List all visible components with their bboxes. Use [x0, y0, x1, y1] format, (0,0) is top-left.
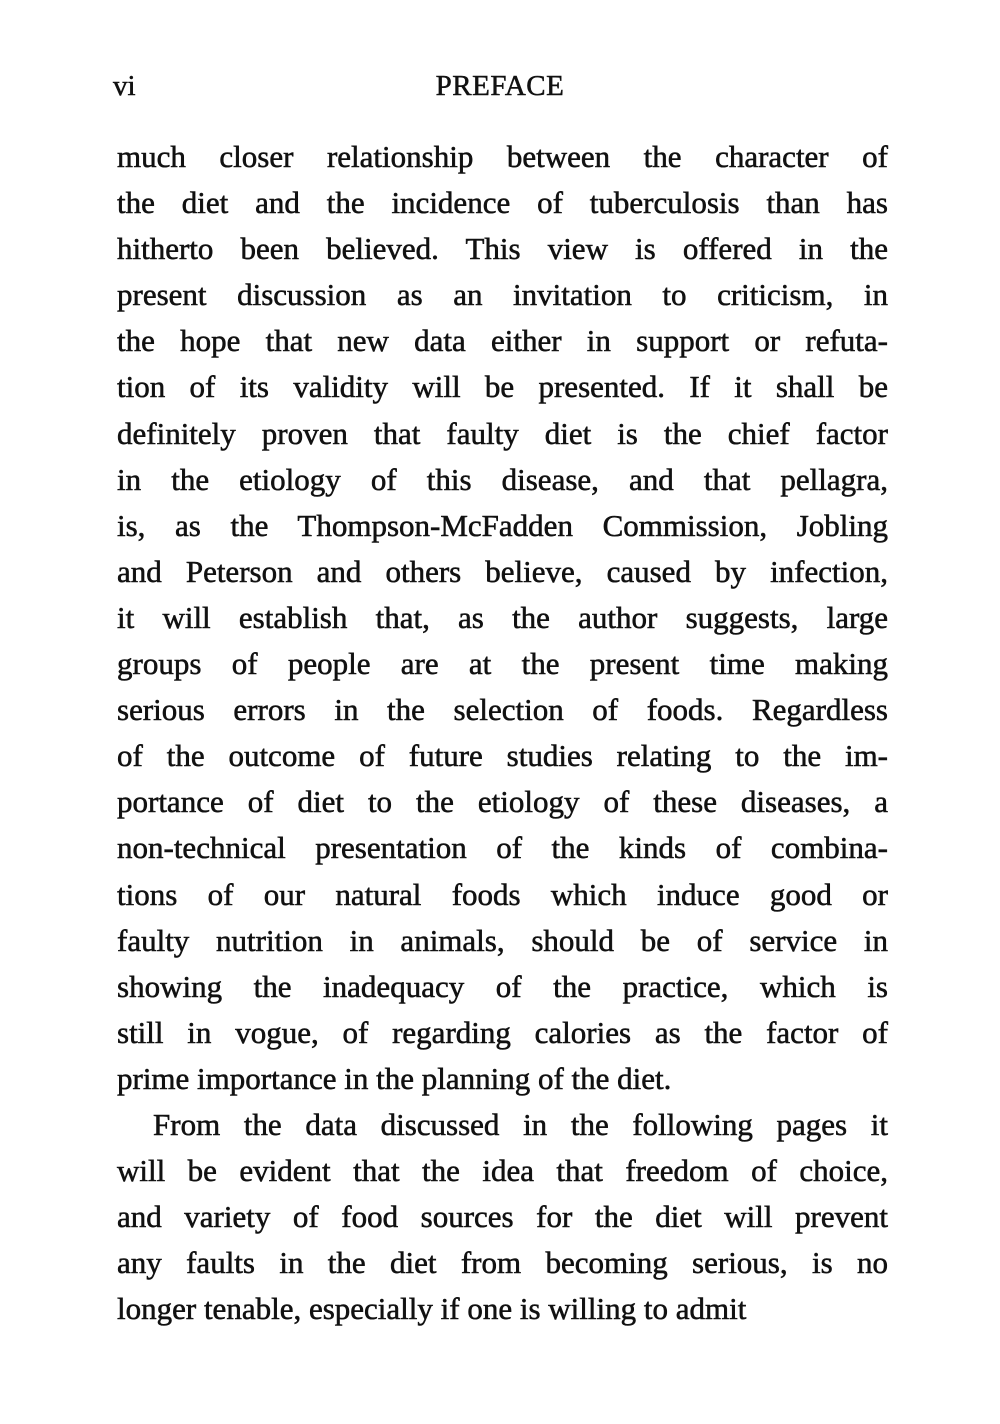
text-line: tion of its validity will be presented. If it shall be	[117, 369, 888, 405]
text-line: and variety of food sources for the diet will prevent	[117, 1199, 888, 1235]
text-line: serious errors in the selection of foods. Regardless	[117, 692, 888, 728]
text-line: groups of people are at the present time making	[117, 646, 888, 682]
text-line: non-technical presentation of the kinds of combina-	[117, 830, 888, 866]
text-line: present discussion as an invitation to criticism, in	[117, 277, 888, 313]
text-line: definitely proven that faulty diet is the chief factor	[117, 415, 888, 451]
text-line: in the etiology of this disease, and that pellagra,	[117, 461, 888, 497]
text-line: tions of our natural foods which induce good or	[117, 876, 888, 912]
text-line: still in vogue, of regarding calories as the factor of	[117, 1014, 888, 1050]
text-line: the diet and the incidence of tuberculosis than has	[117, 185, 888, 221]
text-line: From the data discussed in the following pages it	[153, 1106, 888, 1142]
text-line: showing the inadequacy of the practice, which is	[117, 968, 888, 1004]
text-line: and Peterson and others believe, caused by infection,	[117, 553, 888, 589]
body-text	[117, 134, 888, 1332]
text-line: it will establish that, as the author suggests, large	[117, 599, 888, 635]
text-line: the hope that new data either in support or refuta-	[117, 323, 888, 359]
text-line: longer tenable, especially if one is willing to admit	[117, 1291, 747, 1327]
text-line: prime importance in the planning of the diet.	[117, 1060, 672, 1096]
page-number: vi	[113, 70, 136, 102]
text-line: any faults in the diet from becoming serious, is no	[117, 1245, 888, 1281]
text-line: is, as the Thompson-McFadden Commission, Jobling	[117, 507, 888, 543]
text-line: of the outcome of future studies relating to the im-	[117, 738, 888, 774]
text-line: hitherto been believed. This view is offered in the	[117, 231, 888, 267]
text-line: will be evident that the idea that freedom of choice,	[117, 1153, 888, 1189]
text-line: faulty nutrition in animals, should be of service in	[117, 922, 888, 958]
running-title: PREFACE	[435, 70, 565, 102]
text-line: much closer relationship between the character of	[117, 139, 888, 174]
text-line: portance of diet to the etiology of these diseases, a	[117, 784, 888, 820]
